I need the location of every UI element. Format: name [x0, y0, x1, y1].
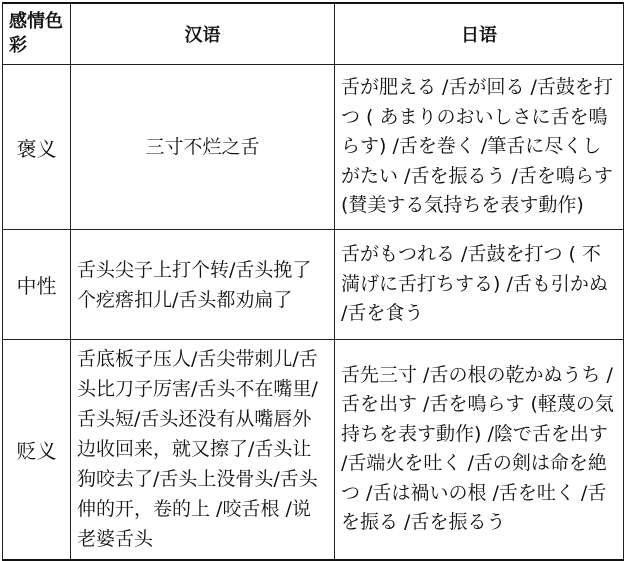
sentiment-cell: 贬义 — [3, 340, 71, 560]
table-row — [3, 340, 624, 560]
tongue-idiom-comparison-table — [2, 2, 624, 561]
header-japanese: 日语 — [335, 3, 624, 65]
sentiment-cell: 中性 — [3, 230, 71, 340]
sentiment-cell: 褒义 — [3, 65, 71, 230]
header-chinese: 汉语 — [71, 3, 335, 65]
chinese-cell: 舌底板子压人/舌尖带刺儿/舌头比刀子厉害/舌头不在嘴里/舌头短/舌头还没有从嘴唇外边收回来，就又擦了/舌头让狗咬去了/舌头上没骨头/舌头伸的开，卷的上 /咬舌根 /说老婆舌头 — [71, 340, 335, 560]
japanese-cell: 舌先三寸 /舌の根の乾かぬうち /舌を出す /舌を鳴らす (軽蔑の気持ちを表す動作) /陰で舌を出す /舌端火を吐く /舌の剣は命を絶つ /舌は禍いの根 /舌を吐く /舌を振る /舌を振るう — [335, 340, 624, 560]
table-row — [3, 65, 624, 230]
header-sentiment: 感情色彩 — [3, 3, 71, 65]
header-row — [3, 3, 624, 65]
japanese-cell: 舌がもつれる /舌鼓を打つ ( 不満げに舌打ちする) /舌も引かぬ /舌を食う — [335, 230, 624, 340]
chinese-cell: 舌头尖子上打个转/舌头挽了个疙瘩扣儿/舌头都劝扁了 — [71, 230, 335, 340]
japanese-cell: 舌が肥える /舌が回る /舌鼓を打つ ( あまりのおいしさに舌を鳴らす) /舌を巻く /筆舌に尽くしがたい /舌を振るう /舌を鳴らす (賛美する気持ちを表す動作) — [335, 65, 624, 230]
table-row — [3, 230, 624, 340]
chinese-cell: 三寸不烂之舌 — [71, 65, 335, 230]
